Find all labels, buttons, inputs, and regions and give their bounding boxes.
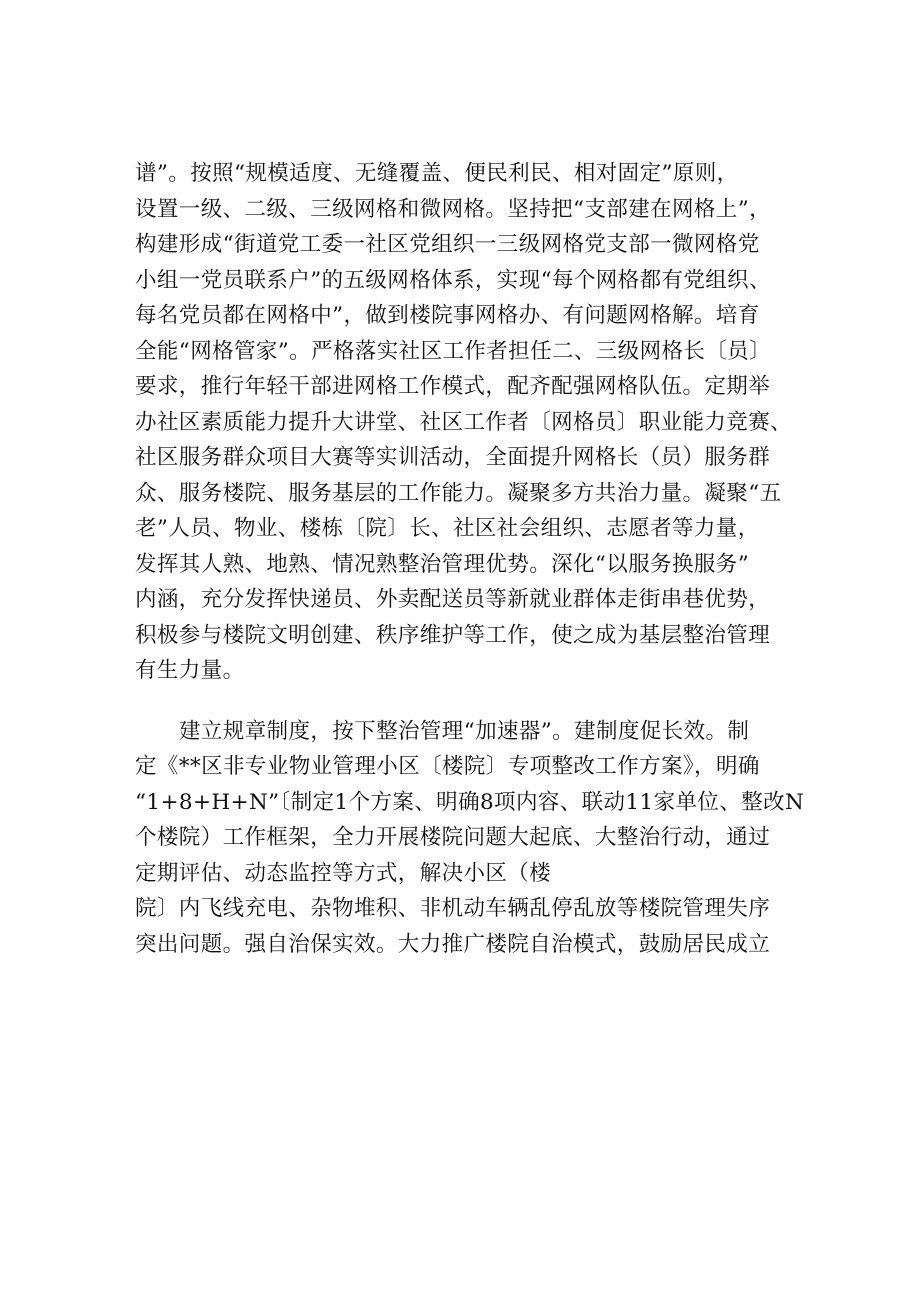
paragraph-rules-system bbox=[135, 714, 805, 963]
text-line: 小组一党员联系户”的五级网格体系，实现“每个网格都有党组织、 bbox=[135, 267, 771, 293]
text-line: 有生力量。 bbox=[135, 658, 245, 683]
text-line: 老”人员、物业、楼栋〔院〕长、社区社会组织、志愿者等力量， bbox=[135, 516, 760, 541]
text-line: 构建形成“街道党工委一社区党组织一三级网格党支部一微网格党 bbox=[135, 232, 760, 257]
paragraph-grid-governance bbox=[135, 156, 805, 689]
text-line: 定期评估、动态监控等方式，解决小区（楼 bbox=[135, 860, 552, 886]
text-line: 院〕内飞线充电、杂物堆积、非机动车辆乱停乱放等楼院管理失序 bbox=[135, 896, 771, 921]
text-line: 社区服务群众项目大赛等实训活动，全面提升网格长（员）服务群 bbox=[135, 445, 771, 470]
text-line: 每名党员都在网格中”，做到楼院事网格办、有问题网格解。培育 bbox=[135, 303, 760, 328]
text-line: 谱”。按照“规模适度、无缝覆盖、便民利民、相对固定”原则， bbox=[135, 161, 739, 186]
text-line: 定《**区非专业物业管理小区〔楼院〕专项整改工作方案》，明确 bbox=[135, 754, 760, 779]
text-line: 突出问题。强自治保实效。大力推广楼院自治模式，鼓励居民成立 bbox=[135, 931, 771, 957]
document-body bbox=[135, 156, 805, 962]
text-line: 众、服务楼院、服务基层的工作能力。凝聚多方共治力量。凝聚“五 bbox=[135, 480, 782, 506]
text-line: 要求，推行年轻干部进网格工作模式，配齐配强网格队伍。定期举 bbox=[135, 374, 771, 399]
text-line: “1+8+H+N”〔制定1个方案、明确8项内容、联动11家单位、整改N bbox=[135, 789, 805, 815]
text-line-first: 建立规章制度，按下整治管理“加速器”。建制度促长效。制 bbox=[179, 718, 750, 744]
text-line: 个楼院）工作框架，全力开展楼院问题大起底、大整治行动，通过 bbox=[135, 825, 771, 850]
text-line: 发挥其人熟、地熟、情况熟整治管理优势。深化“以服务换服务” bbox=[135, 551, 750, 577]
text-line: 设置一级、二级、三级网格和微网格。坚持把“支部建在网格上”， bbox=[135, 196, 771, 222]
text-line: 内涵，充分发挥快递员、外卖配送员等新就业群体走街串巷优势， bbox=[135, 587, 771, 612]
text-line: 全能“网格管家”。严格落实社区工作者担任二、三级网格长〔员〕 bbox=[135, 338, 771, 364]
text-line: 办社区素质能力提升大讲堂、社区工作者〔网格员〕职业能力竞赛、 bbox=[135, 409, 793, 435]
text-line: 积极参与楼院文明创建、秩序维护等工作，使之成为基层整治管理 bbox=[135, 622, 771, 648]
